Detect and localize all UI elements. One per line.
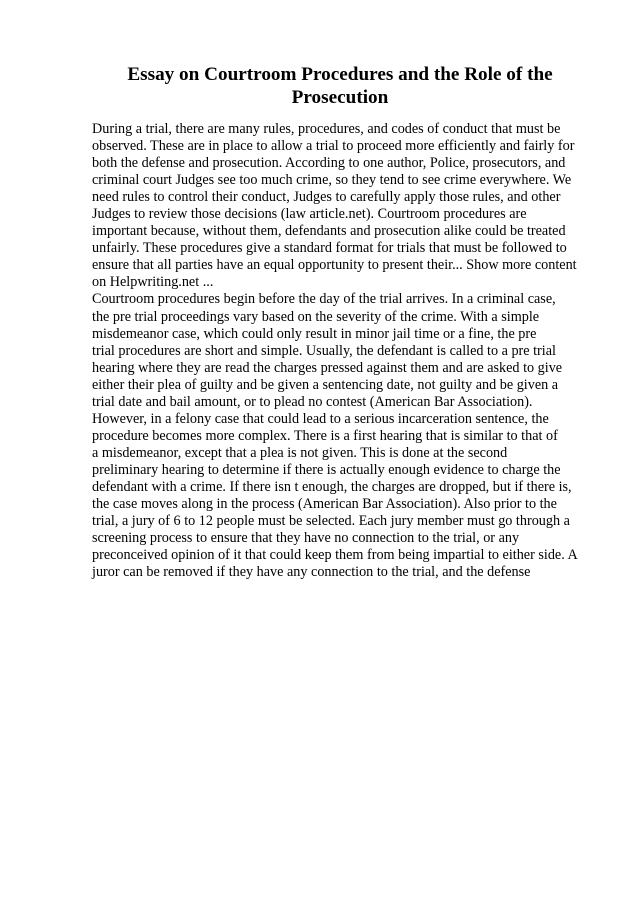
essay-title [92,63,588,109]
essay-body-line: trial date and bail amount, or to plead no contest (American Bar Association). [92,393,533,410]
essay-body [92,121,602,581]
essay-body-line: important because, without them, defendants and prosecution alike could be treated [92,223,566,240]
essay-body-line: the case moves along in the process (American Bar Association). Also prior to the [92,496,557,513]
essay-body-line: juror can be removed if they have any connection to the trial, and the defense [92,564,531,581]
essay-body-line: procedure becomes more complex. There is a first hearing that is similar to that of [92,427,558,444]
essay-body-line: a misdemeanor, except that a plea is not given. This is done at the second [92,444,508,461]
essay-body-line: trial, a jury of 6 to 12 people must be selected. Each jury member must go through a [92,513,570,530]
essay-body-line: Courtroom procedures begin before the day of the trial arrives. In a criminal case, [92,291,556,308]
essay-body-line: defendant with a crime. If there isn t enough, the charges are dropped, but if there is, [92,478,572,495]
essay-body-line: observed. These are in place to allow a trial to proceed more efficiently and fairly for [92,138,575,155]
essay-body-line: screening process to ensure that they have no connection to the trial, or any [92,530,520,547]
essay-body-line: both the defense and prosecution. According to one author, Police, prosecutors, and [92,155,566,172]
essay-title-line: Essay on Courtroom Procedures and the Role of the [127,64,553,85]
essay-body-line: ensure that all parties have an equal opportunity to present their... Show more content [92,257,577,274]
essay-body-line: However, in a felony case that could lead to a serious incarceration sentence, the [92,410,549,427]
essay-body-line: need rules to control their conduct, Judges to carefully apply those rules, and other [92,189,561,206]
essay-body-line: trial procedures are short and simple. Usually, the defendant is called to a pre trial [92,342,556,359]
essay-body-line: preliminary hearing to determine if there is actually enough evidence to charge the [92,461,561,478]
essay-body-line: preconceived opinion of it that could keep them from being impartial to either side. A [92,547,578,564]
essay-body-line: criminal court Judges see too much crime, so they tend to see crime everywhere. We [92,172,572,189]
essay-title-line: Prosecution [291,87,389,108]
essay-body-line: on Helpwriting.net ... [92,274,214,291]
essay-body-line: Judges to review those decisions (law article.net). Courtroom procedures are [92,206,527,223]
essay-body-line: misdemeanor case, which could only result in minor jail time or a fine, the pre [92,325,537,342]
essay-body-line: either their plea of guilty and be given a sentencing date, not guilty and be given a [92,376,559,393]
essay-body-line: During a trial, there are many rules, procedures, and codes of conduct that must be [92,121,561,137]
essay-body-line: hearing where they are read the charges pressed against them and are asked to give [92,359,563,376]
essay-body-line: unfairly. These procedures give a standard format for trials that must be followed to [92,240,567,257]
essay-body-line: the pre trial proceedings vary based on the severity of the crime. With a simple [92,308,540,325]
